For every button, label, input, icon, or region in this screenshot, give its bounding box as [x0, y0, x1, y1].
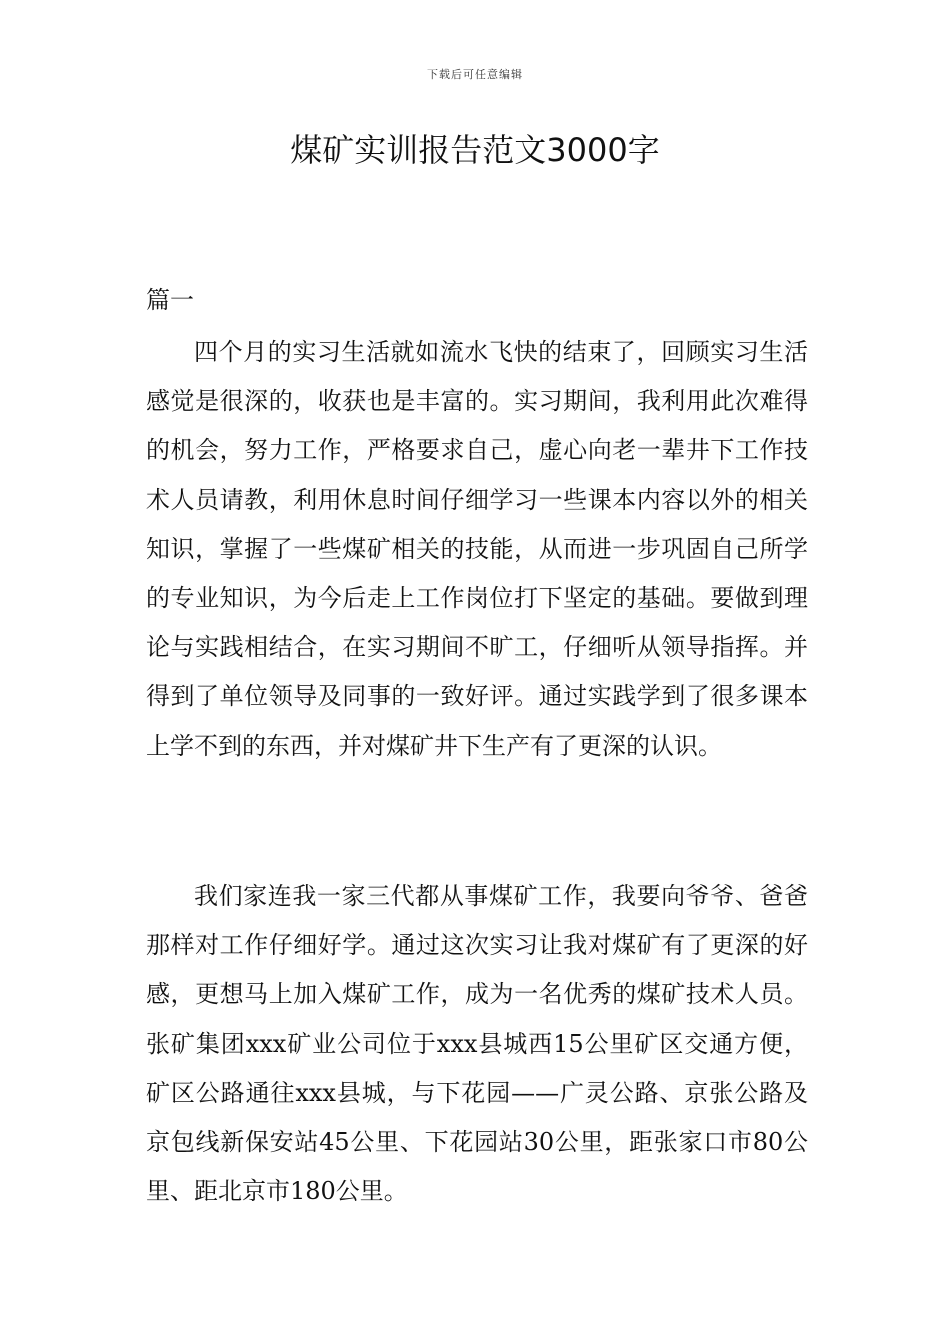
- body-paragraph-1: 四个月的实习生活就如流水飞快的结束了，回顾实习生活感觉是很深的，收获也是丰富的。实习期间，我利用此次难得的机会，努力工作，严格要求自己，虚心向老一辈井下工作技术人员请教，利用休息时间仔细学习一些课本内容以外的相关知识，掌握了一些煤矿相关的技能，从而进一步巩固自己所学的专业知识，为今后走上工作岗位打下坚定的基础。要做到理论与实践相结合，在实习期间不旷工，仔细听从领导指挥。并得到了单位领导及同事的一致好评。通过实践学到了很多课本上学不到的东西，并对煤矿井下生产有了更深的认识。: [146, 338, 808, 760]
- body-paragraph-2: 我们家连我一家三代都从事煤矿工作，我要向爷爷、爸爸那样对工作仔细好学。通过这次实习让我对煤矿有了更深的好感，更想马上加入煤矿工作，成为一名优秀的煤矿技术人员。张矿集团xxx矿业公司位于xxx县城西15公里矿区交通方便，矿区公路通往xxx县城，与下花园——广灵公路、京张公路及京包线新保安站45公里、下花园站30公里，距张家口市80公里、距北京市180公里。: [146, 882, 808, 1206]
- document-title: 煤矿实训报告范文3000字: [290, 131, 660, 169]
- section-label: 篇一: [146, 286, 194, 314]
- header-note: 下载后可任意编辑: [427, 68, 523, 81]
